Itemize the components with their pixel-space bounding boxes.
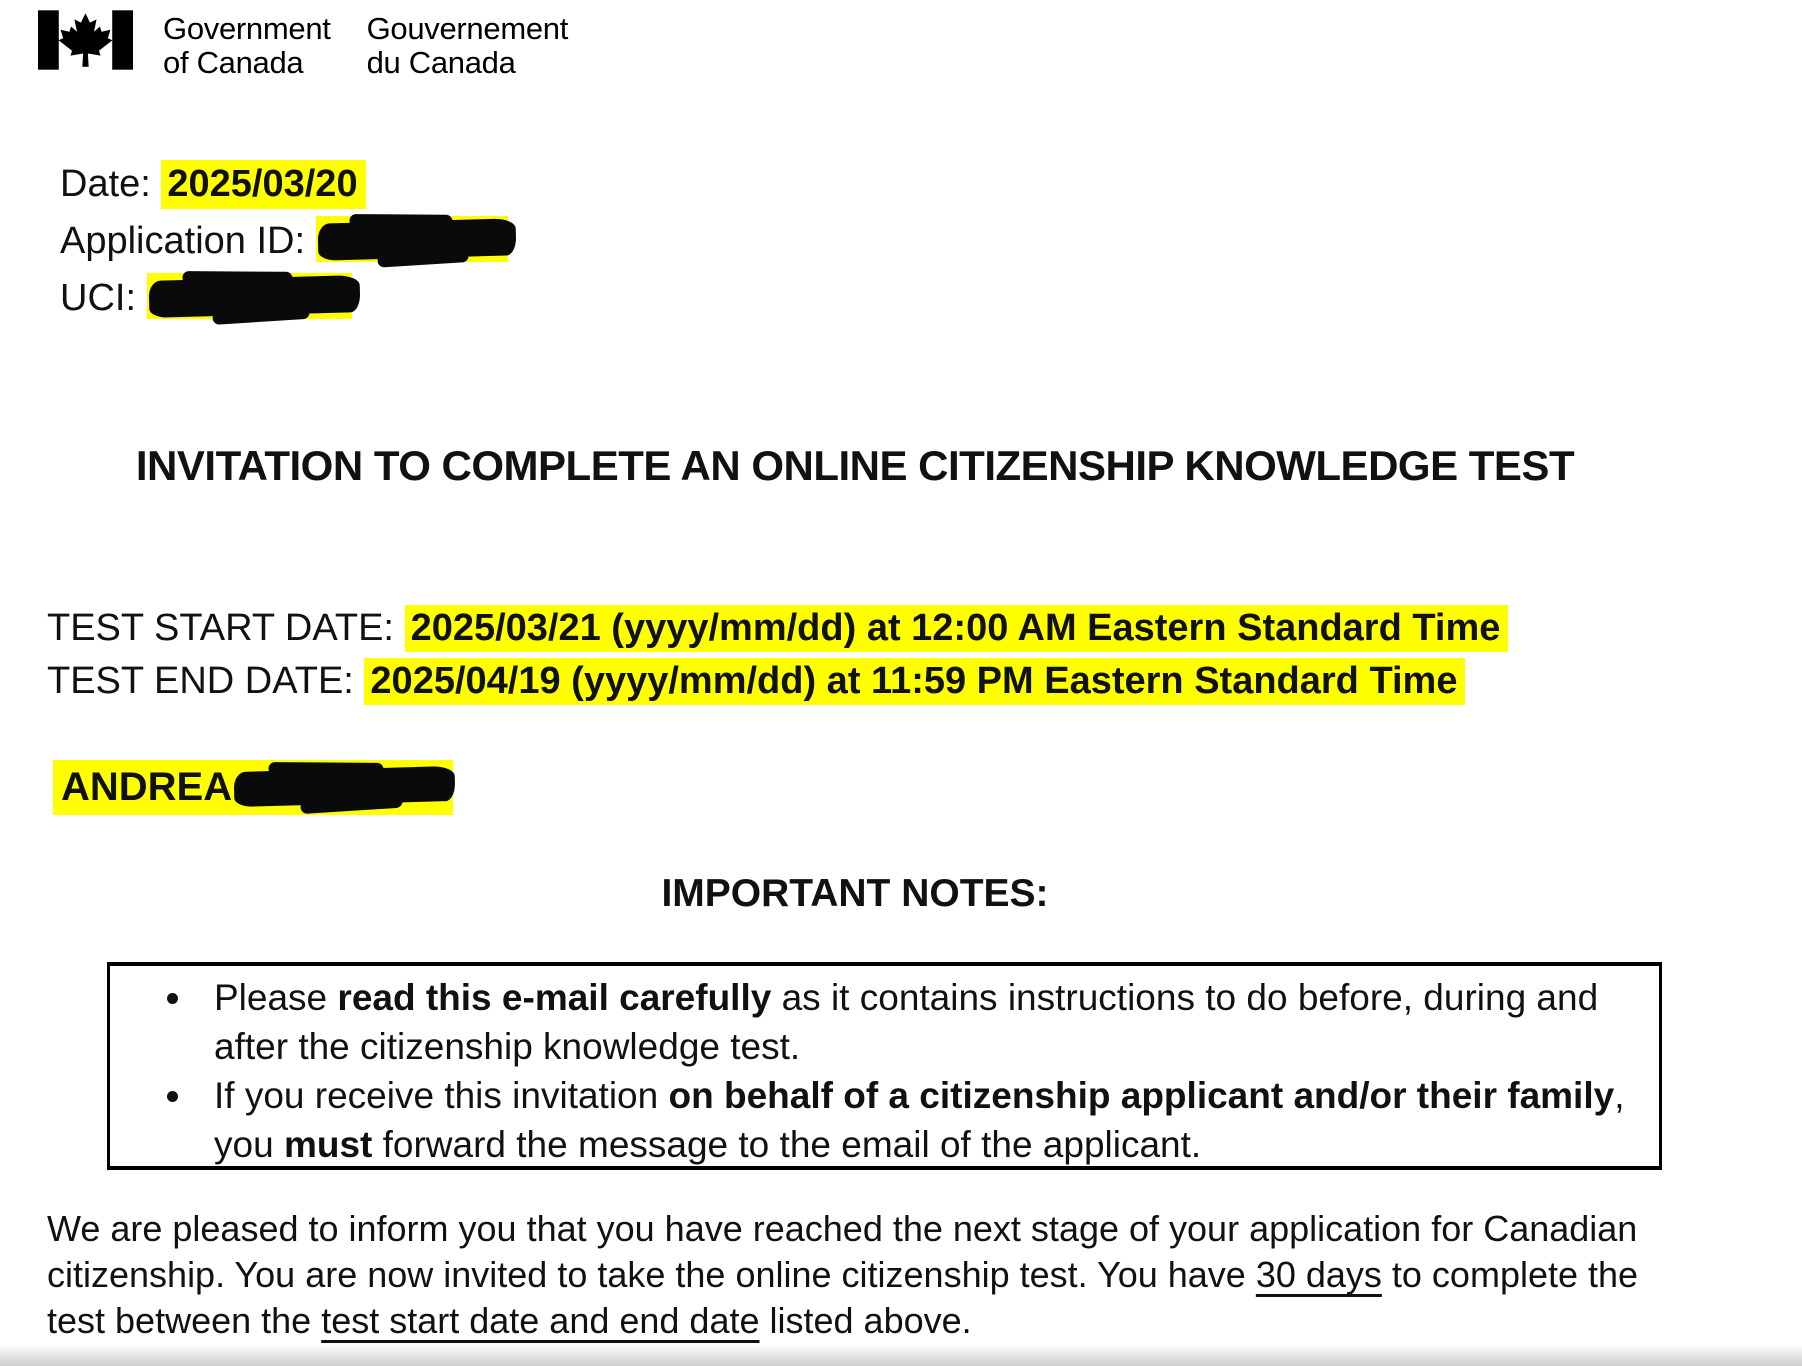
application-id-row (60, 213, 508, 270)
logo-wordmark-en (163, 12, 331, 80)
government-of-canada-logo (38, 10, 568, 80)
important-notes-box (107, 962, 1662, 1170)
note-item: • Please read this e-mail carefully as it contains instructions to do before, during and after the citizenship knowledge test. (196, 973, 1659, 1071)
redaction-ink (148, 275, 360, 318)
date-label: Date: (60, 163, 151, 205)
important-notes-list (110, 973, 1659, 1169)
closing-paragraph: We are pleased to inform you that you have reached the next stage of your application for Canadian citizenship. You are now invited to take the online citizenship test. You have 30 days to complete the test between the test start date and end date listed above. (47, 1208, 1639, 1341)
test-start-date-row (47, 602, 1508, 655)
test-end-date-row (47, 655, 1508, 708)
recipient-surname-redacted (232, 764, 447, 808)
recipient-first-name: ANDREA (61, 765, 233, 809)
canada-flag-icon (38, 10, 133, 70)
important-notes-heading: IMPORTANT NOTES: (661, 872, 1049, 915)
test-schedule (47, 602, 1508, 708)
logo-fr-line2: du Canada (366, 45, 516, 80)
test-start-date-value-highlighted: 2025/03/21 (yyyy/mm/dd) at 12:00 AM Eastern Standard Time (405, 605, 1509, 652)
test-start-date-label: TEST START DATE: (47, 607, 394, 649)
uci-label: UCI: (60, 277, 136, 319)
page-title: INVITATION TO COMPLETE AN ONLINE CITIZENSHIP KNOWLEDGE TEST (135, 442, 1575, 489)
viewer-bottom-edge (0, 1344, 1802, 1366)
date-row (60, 156, 508, 213)
recipient-name-line (53, 764, 453, 810)
redaction-ink (234, 766, 456, 807)
logo-wordmark (163, 12, 568, 80)
uci-row (60, 270, 508, 327)
logo-en-line2: of Canada (163, 45, 304, 80)
application-id-redacted-value (316, 216, 508, 262)
application-id-label: Application ID: (60, 220, 306, 262)
logo-en-line1: Government (163, 11, 331, 46)
redaction-ink (317, 218, 516, 261)
test-end-date-value-highlighted: 2025/04/19 (yyyy/mm/dd) at 11:59 PM Eastern Standard Time (364, 658, 1465, 705)
logo-wordmark-fr (367, 12, 568, 80)
date-value-highlighted: 2025/03/20 (161, 160, 365, 209)
note-item: • If you receive this invitation on behalf of a citizenship applicant and/or their family, you must forward the message to the email of the applicant. (196, 1071, 1659, 1169)
letter-meta (60, 156, 508, 327)
test-end-date-label: TEST END DATE: (47, 660, 354, 702)
uci-redacted-value (147, 273, 352, 319)
logo-fr-line1: Gouvernement (366, 11, 569, 46)
recipient-name-highlighted (53, 760, 453, 815)
